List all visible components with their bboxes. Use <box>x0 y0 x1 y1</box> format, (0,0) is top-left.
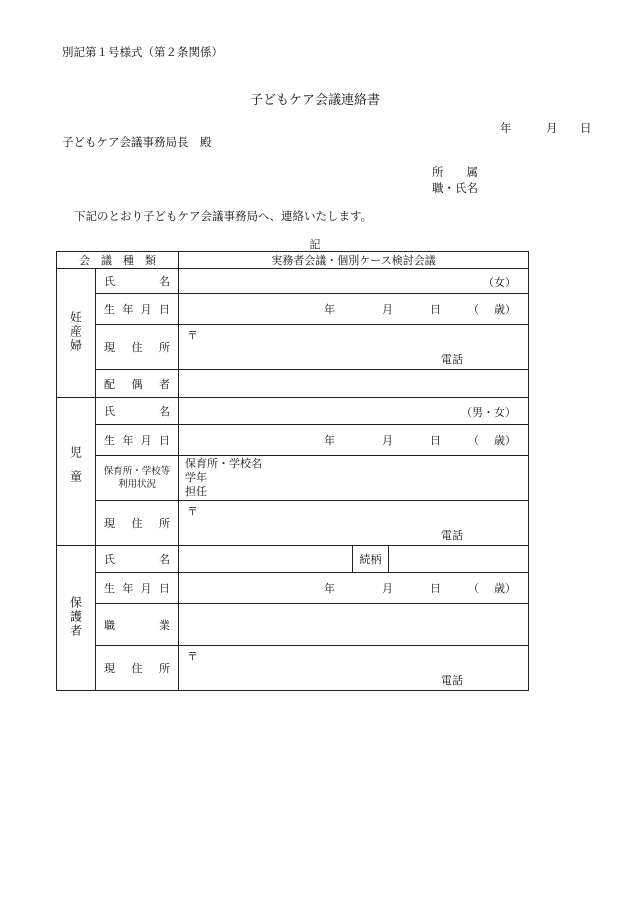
group-pregnant: 妊産婦 <box>57 269 96 398</box>
pregnant-spouse-label: 配 偶 者 <box>96 370 179 398</box>
form-reference: 別記第１号様式（第２条関係） <box>62 45 223 59</box>
guardian-name-field[interactable] <box>179 546 353 573</box>
tel-label: 電話 <box>441 674 463 687</box>
date-month: 月 <box>546 121 558 135</box>
child-address-label: 現 住 所 <box>96 501 179 546</box>
meeting-type-label: 会 議 種 類 <box>57 252 179 269</box>
date-day: 日 <box>580 121 592 135</box>
child-address-field[interactable] <box>179 501 529 546</box>
postal-mark: 〒 <box>187 505 198 518</box>
child-sex: （男・女） <box>461 406 517 419</box>
guardian-birth-label: 生 年 月 日 <box>96 573 179 604</box>
pregnant-address-field[interactable] <box>179 325 529 370</box>
grade-label: 学年 <box>185 471 207 484</box>
guardian-address-label: 現 住 所 <box>96 646 179 691</box>
child-name-label: 氏 名 <box>96 398 179 425</box>
guardian-birth-field[interactable]: 年 月 日 （ 歳） <box>179 573 529 604</box>
pregnant-sex: （女） <box>483 276 517 289</box>
addressee: 子どもケア会議事務局長 殿 <box>62 135 212 149</box>
postal-mark: 〒 <box>187 650 198 663</box>
sender-name-label: 職・氏名 <box>432 181 478 195</box>
group-child: 児童 <box>57 398 96 546</box>
group-guardian: 保護者 <box>57 546 96 691</box>
pregnant-name-field[interactable] <box>179 269 529 294</box>
tel-label: 電話 <box>441 353 463 366</box>
child-birth-label: 生 年 月 日 <box>96 425 179 456</box>
guardian-relation-field[interactable] <box>389 546 529 573</box>
child-school-field[interactable] <box>179 456 529 501</box>
pregnant-birth-label: 生 年 月 日 <box>96 294 179 325</box>
pregnant-birth-field[interactable]: 年 月 日 （ 歳） <box>179 294 529 325</box>
school-name-label: 保育所・学校名 <box>185 457 262 470</box>
meeting-type-value[interactable]: 実務者会議・個別ケース検討会議 <box>179 252 529 269</box>
guardian-job-field[interactable] <box>179 604 529 646</box>
contact-form-table <box>56 251 529 691</box>
pregnant-name-label: 氏 名 <box>96 269 179 294</box>
intro-text: 下記のとおり子どもケア会議事務局へ、連絡いたします。 <box>74 209 373 223</box>
document-title: 子どもケア会議連絡書 <box>249 93 380 108</box>
child-birth-field[interactable]: 年 月 日 （ 歳） <box>179 425 529 456</box>
guardian-address-field[interactable] <box>179 646 529 691</box>
postal-mark: 〒 <box>187 329 198 342</box>
child-name-field[interactable] <box>179 398 529 425</box>
guardian-job-label: 職 業 <box>96 604 179 646</box>
teacher-label: 担任 <box>185 485 207 498</box>
ki-heading: 記 <box>309 238 321 251</box>
pregnant-spouse-field[interactable] <box>179 370 529 398</box>
pregnant-address-label: 現 住 所 <box>96 325 179 370</box>
date-year: 年 <box>500 121 512 135</box>
sender-affiliation-label: 所 属 <box>432 165 478 179</box>
guardian-relation-label: 続柄 <box>353 546 389 573</box>
tel-label: 電話 <box>441 529 463 542</box>
guardian-name-label: 氏 名 <box>96 546 179 573</box>
child-school-label: 保育所・学校等利用状況 <box>96 456 179 501</box>
date-line <box>500 120 592 136</box>
